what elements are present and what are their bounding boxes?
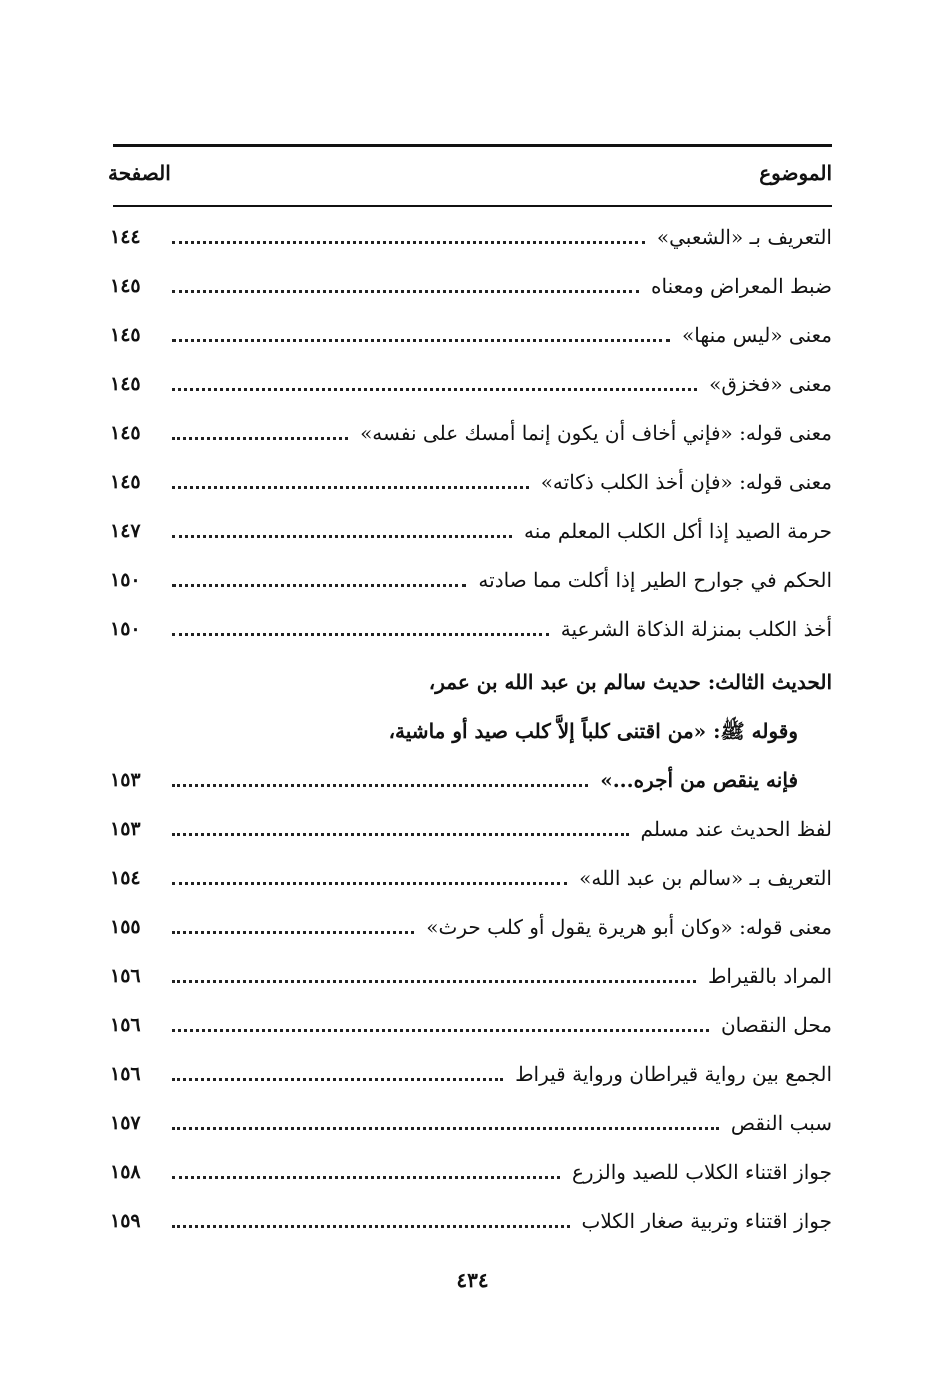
toc-entry <box>110 853 832 902</box>
toc-entry <box>110 555 832 604</box>
toc-entry-title: التعريف بـ «الشعبي» <box>656 224 832 249</box>
dot-leader <box>172 1176 560 1179</box>
header-rule <box>113 205 832 207</box>
dot-leader <box>172 1029 709 1032</box>
toc-entry <box>110 755 832 804</box>
dot-leader <box>172 833 629 836</box>
toc-entry-page: ١٥٨ <box>110 1160 141 1183</box>
dot-leader <box>172 931 414 934</box>
toc-entry-title: معنى قوله: «فإني أخاف أن يكون إنما أمسك على نفسه» <box>360 420 832 445</box>
dot-leader <box>172 1078 503 1081</box>
toc-entry-page: ١٥٥ <box>110 915 141 938</box>
toc-section-heading <box>110 706 832 755</box>
dot-leader <box>172 584 466 587</box>
toc-section-title: وقوله ﷺ: «من اقتنى كلباً إلاَّ كلب صيد أو ماشية، <box>388 718 798 743</box>
dot-leader <box>172 980 696 983</box>
dot-leader <box>172 1127 719 1130</box>
toc-entry <box>110 1196 832 1245</box>
dot-leader <box>172 290 639 293</box>
dot-leader <box>172 339 670 342</box>
toc-entry <box>110 902 832 951</box>
toc-entry-page: ١٤٥ <box>110 372 141 395</box>
toc-entry-page: ١٥٦ <box>110 964 141 987</box>
toc-entry-title: سبب النقص <box>730 1110 832 1135</box>
table-of-contents <box>110 212 832 1245</box>
toc-entry-title: المراد بالقيراط <box>707 963 832 988</box>
toc-entry <box>110 951 832 1000</box>
toc-entry-page: ١٥٤ <box>110 866 141 889</box>
topic-column-header: الموضوع <box>759 161 832 185</box>
toc-entry-title: ضبط المعراض ومعناه <box>651 273 832 298</box>
dot-leader <box>172 388 697 391</box>
toc-entry <box>110 804 832 853</box>
toc-entry-page: ١٥٦ <box>110 1062 141 1085</box>
toc-entry-title: معنى قوله: «وكان أبو هريرة يقول أو كلب حرث» <box>426 914 832 939</box>
toc-entry-page: ١٥٣ <box>110 768 141 791</box>
toc-entry <box>110 604 832 653</box>
dot-leader <box>172 241 645 244</box>
toc-entry-title: معنى «ليس منها» <box>682 322 832 347</box>
toc-entry <box>110 1098 832 1147</box>
toc-entry-title: الحكم في جوارح الطير إذا أكلت مما صادته <box>478 567 832 592</box>
dot-leader <box>172 535 512 538</box>
dot-leader <box>172 486 529 489</box>
toc-entry-page: ١٥٣ <box>110 817 141 840</box>
dot-leader <box>172 882 567 885</box>
toc-entry-title: الجمع بين رواية قيراطان ورواية قيراط <box>515 1061 832 1086</box>
toc-entry-title: معنى قوله: «فإن أخذ الكلب ذكاته» <box>540 469 832 494</box>
dot-leader <box>172 633 549 636</box>
toc-entry-page: ١٥٧ <box>110 1111 141 1134</box>
toc-entry-page: ١٥٠ <box>110 617 141 640</box>
toc-entry-page: ١٤٥ <box>110 274 141 297</box>
toc-entry <box>110 261 832 310</box>
toc-entry <box>110 310 832 359</box>
toc-entry <box>110 359 832 408</box>
toc-entry <box>110 1147 832 1196</box>
toc-entry-page: ١٥٠ <box>110 568 141 591</box>
toc-section-heading <box>110 657 832 706</box>
toc-entry-title: محل النقصان <box>720 1012 832 1037</box>
toc-entry-title: جواز اقتناء الكلاب للصيد والزرع <box>571 1159 832 1184</box>
toc-entry-title: لفظ الحديث عند مسلم <box>640 816 832 841</box>
toc-entry-title: فإنه ينقص من أجره...» <box>600 767 798 792</box>
toc-entry-page: ١٥٩ <box>110 1209 141 1232</box>
toc-entry <box>110 506 832 555</box>
toc-section-title: الحديث الثالث: حديث سالم بن عبد الله بن عمر، <box>428 669 832 694</box>
toc-entry-title: التعريف بـ «سالم بن عبد الله» <box>579 865 832 890</box>
toc-entry-page: ١٤٥ <box>110 323 141 346</box>
toc-entry <box>110 212 832 261</box>
toc-entry-title: جواز اقتناء وتربية صغار الكلاب <box>581 1208 832 1233</box>
toc-entry-page: ١٤٧ <box>110 519 141 542</box>
toc-entry <box>110 408 832 457</box>
dot-leader <box>172 437 348 440</box>
toc-entry <box>110 457 832 506</box>
page-column-header: الصفحة <box>108 161 171 185</box>
toc-entry-title: معنى «فخزق» <box>709 371 832 396</box>
toc-entry <box>110 1000 832 1049</box>
toc-entry <box>110 1049 832 1098</box>
toc-entry-title: أخذ الكلب بمنزلة الذكاة الشرعية <box>560 616 832 641</box>
toc-entry-page: ١٤٥ <box>110 470 141 493</box>
toc-entry-page: ١٥٦ <box>110 1013 141 1036</box>
top-rule <box>113 144 832 147</box>
toc-entry-page: ١٤٥ <box>110 421 141 444</box>
dot-leader <box>172 784 588 787</box>
toc-entry-title: حرمة الصيد إذا أكل الكلب المعلم منه <box>524 518 832 543</box>
dot-leader <box>172 1225 570 1228</box>
page-number: ٤٣٤ <box>456 1268 489 1292</box>
toc-entry-page: ١٤٤ <box>110 225 141 248</box>
